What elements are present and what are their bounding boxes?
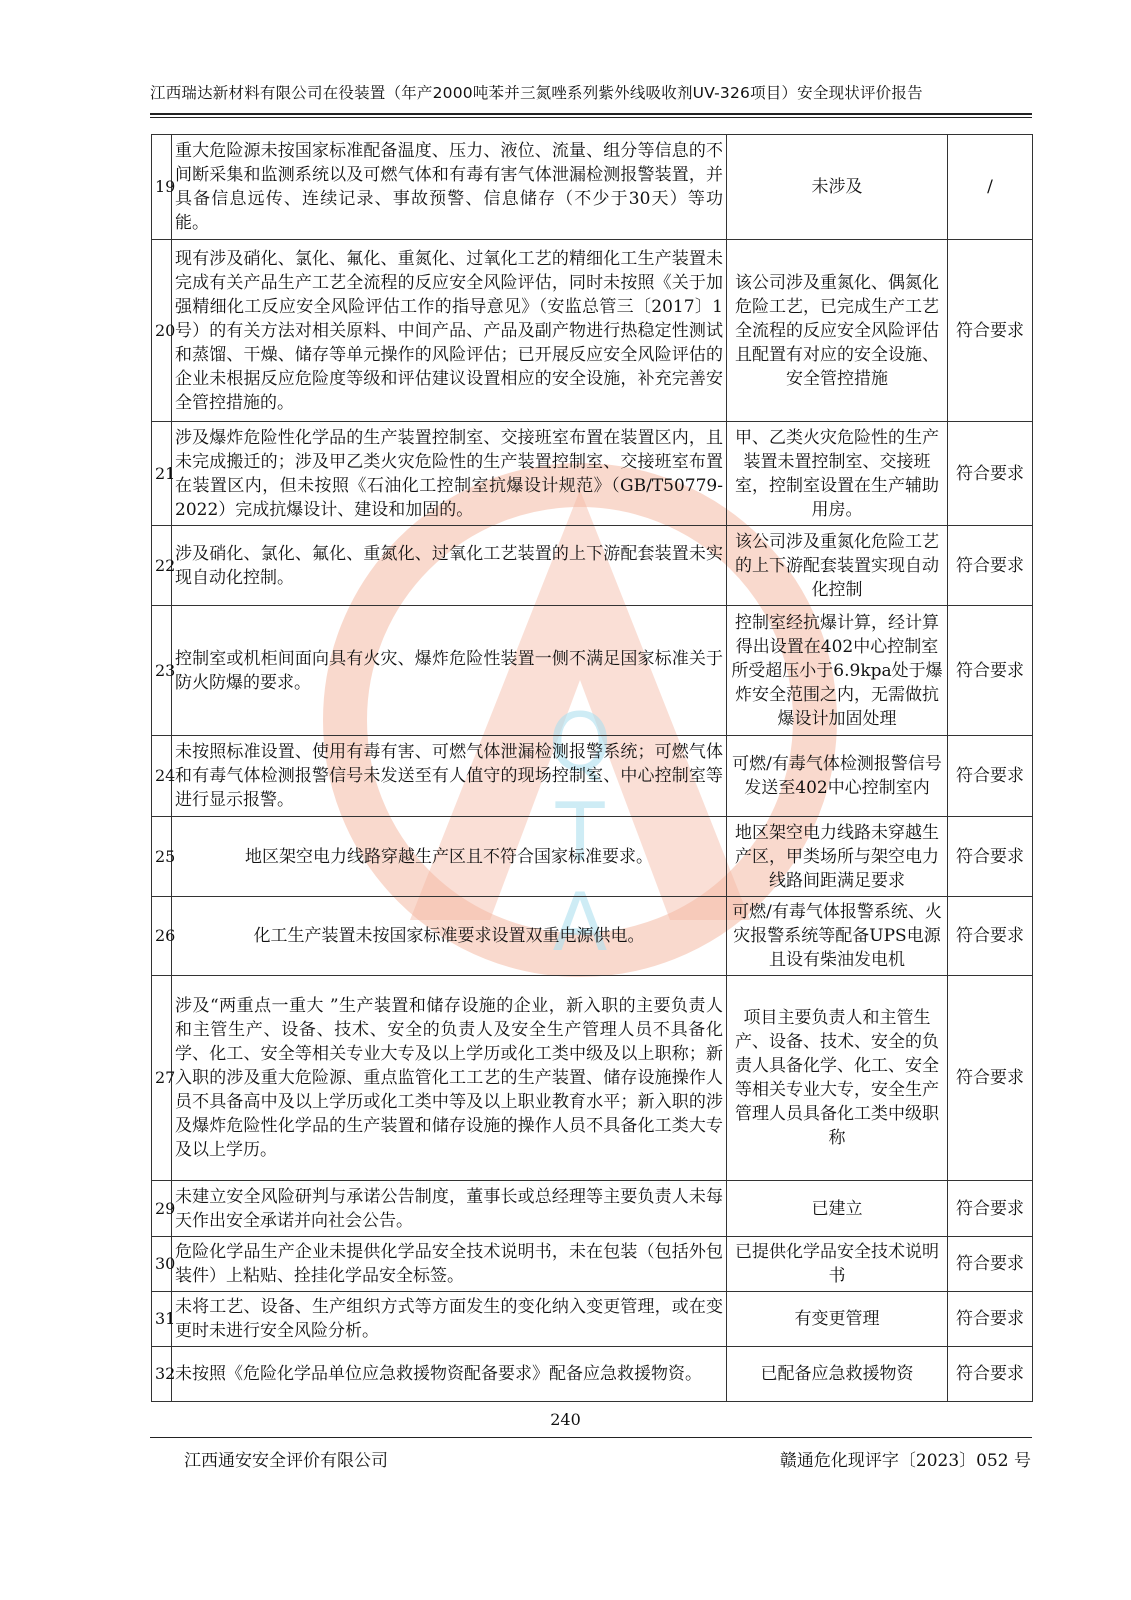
- table-row: [152, 1347, 1033, 1402]
- footer-divider: [150, 1437, 1032, 1438]
- row-number: 25: [152, 817, 172, 897]
- result-cell: 符合要求: [948, 240, 1033, 422]
- safety-check-table: [151, 134, 1033, 1402]
- requirement-cell: 未将工艺、设备、生产组织方式等方面发生的变化纳入变更管理，或在变更时未进行安全风险分析。: [172, 1292, 727, 1347]
- result-cell: 符合要求: [948, 1292, 1033, 1347]
- table-row: [152, 1292, 1033, 1347]
- row-number: 24: [152, 736, 172, 817]
- table-row: [152, 736, 1033, 817]
- table-row: [152, 897, 1033, 976]
- result-cell: 符合要求: [948, 1181, 1033, 1237]
- table-row: [152, 606, 1033, 736]
- table-row: [152, 976, 1033, 1181]
- table-row: [152, 817, 1033, 897]
- page-number: 240: [550, 1410, 581, 1429]
- situation-cell: 已建立: [727, 1181, 948, 1237]
- situation-cell: 已提供化学品安全技术说明书: [727, 1237, 948, 1292]
- row-number: 21: [152, 422, 172, 526]
- requirement-cell: 未按照《危险化学品单位应急救援物资配备要求》配备应急救援物资。: [172, 1347, 727, 1402]
- row-number: 30: [152, 1237, 172, 1292]
- row-number: 20: [152, 240, 172, 422]
- result-cell: 符合要求: [948, 897, 1033, 976]
- requirement-cell: 地区架空电力线路穿越生产区且不符合国家标准要求。: [172, 817, 727, 897]
- table-row: [152, 526, 1033, 606]
- table-row: [152, 422, 1033, 526]
- situation-cell: 可燃/有毒气体检测报警信号发送至402中心控制室内: [727, 736, 948, 817]
- table-row: [152, 1181, 1033, 1237]
- row-number: 31: [152, 1292, 172, 1347]
- watermark-letter-q: Q: [548, 696, 612, 789]
- row-number: 22: [152, 526, 172, 606]
- row-number: 19: [152, 135, 172, 240]
- requirement-cell: 涉及“两重点一重大 ”生产装置和储存设施的企业，新入职的主要负责人和主管生产、设备、技术、安全的负责人及安全生产管理人员不具备化学、化工、安全等相关专业大专及以上学历或化工类中级及以上职称；新入职的涉及重大危险源、重点监管化工工艺的生产装置、储存设施操作人员不具备高中及以上学历或化工类中等及以上职业教育水平；新入职的涉及爆炸危险性化学品的生产装置和储存设施的操作人员不具备化工类大专及以上学历。: [172, 976, 727, 1181]
- report-header-title: 江西瑞达新材料有限公司在役装置（年产2000吨苯并三氮唑系列紫外线吸收剂UV-326项目）安全现状评价报告: [150, 84, 923, 102]
- row-number: 27: [152, 976, 172, 1181]
- header-divider: [150, 113, 1032, 115]
- situation-cell: 该公司涉及重氮化危险工艺的上下游配套装置实现自动化控制: [727, 526, 948, 606]
- result-cell: 符合要求: [948, 526, 1033, 606]
- result-cell: /: [948, 135, 1033, 240]
- result-cell: 符合要求: [948, 976, 1033, 1181]
- table-row: [152, 135, 1033, 240]
- requirement-cell: 涉及爆炸危险性化学品的生产装置控制室、交接班室布置在装置区内，且未完成搬迁的；涉及甲乙类火灾危险性的生产装置控制室、交接班室布置在装置区内，但未按照《石油化工控制室抗爆设计规范》（GB/T50779-2022）完成抗爆设计、建设和加固的。: [172, 422, 727, 526]
- result-cell: 符合要求: [948, 606, 1033, 736]
- requirement-cell: 危险化学品生产企业未提供化学品安全技术说明书，未在包装（包括外包装件）上粘贴、拴挂化学品安全标签。: [172, 1237, 727, 1292]
- situation-cell: 控制室经抗爆计算，经计算得出设置在402中心控制室所受超压小于6.9kpa处于爆炸安全范围之内，无需做抗爆设计加固处理: [727, 606, 948, 736]
- requirement-cell: 未建立安全风险研判与承诺公告制度，董事长或总经理等主要负责人未每天作出安全承诺并向社会公告。: [172, 1181, 727, 1237]
- result-cell: 符合要求: [948, 422, 1033, 526]
- requirement-cell: 涉及硝化、氯化、氟化、重氮化、过氧化工艺装置的上下游配套装置未实现自动化控制。: [172, 526, 727, 606]
- situation-cell: 已配备应急救援物资: [727, 1347, 948, 1402]
- result-cell: 符合要求: [948, 817, 1033, 897]
- situation-cell: 项目主要负责人和主管生产、设备、技术、安全的负责人具备化学、化工、安全等相关专业大专，安全生产管理人员具备化工类中级职称: [727, 976, 948, 1181]
- requirement-cell: 化工生产装置未按国家标准要求设置双重电源供电。: [172, 897, 727, 976]
- requirement-cell: 现有涉及硝化、氯化、氟化、重氮化、过氧化工艺的精细化工生产装置未完成有关产品生产工艺全流程的反应安全风险评估，同时未按照《关于加强精细化工反应安全风险评估工作的指导意见》（安监总管三〔2017〕1号）的有关方法对相关原料、中间产品、产品及副产物进行热稳定性测试和蒸馏、干燥、储存等单元操作的风险评估；已开展反应安全风险评估的企业未根据反应危险度等级和评估建议设置相应的安全设施，补充完善安全管控措施的。: [172, 240, 727, 422]
- watermark-letter-a: A: [552, 876, 608, 969]
- watermark-letter-t: T: [555, 786, 605, 879]
- row-number: 23: [152, 606, 172, 736]
- requirement-cell: 控制室或机柜间面向具有火灾、爆炸危险性装置一侧不满足国家标准关于防火防爆的要求。: [172, 606, 727, 736]
- situation-cell: 该公司涉及重氮化、偶氮化危险工艺，已完成生产工艺全流程的反应安全风险评估且配置有对应的安全设施、安全管控措施: [727, 240, 948, 422]
- row-number: 32: [152, 1347, 172, 1402]
- situation-cell: 地区架空电力线路未穿越生产区，甲类场所与架空电力线路间距满足要求: [727, 817, 948, 897]
- footer-company-name: 江西通安安全评价有限公司: [184, 1451, 388, 1471]
- result-cell: 符合要求: [948, 1347, 1033, 1402]
- header-divider-thin: [150, 117, 1032, 118]
- requirement-cell: 未按照标准设置、使用有毒有害、可燃气体泄漏检测报警系统；可燃气体和有毒气体检测报警信号未发送至有人值守的现场控制室、中心控制室等进行显示报警。: [172, 736, 727, 817]
- row-number: 29: [152, 1181, 172, 1237]
- row-number: 26: [152, 897, 172, 976]
- situation-cell: 未涉及: [727, 135, 948, 240]
- result-cell: 符合要求: [948, 1237, 1033, 1292]
- requirement-cell: 重大危险源未按国家标准配备温度、压力、液位、流量、组分等信息的不间断采集和监测系统以及可燃气体和有毒有害气体泄漏检测报警装置，并具备信息远传、连续记录、事故预警、信息储存（不少于30天）等功能。: [172, 135, 727, 240]
- footer-report-number: 赣通危化现评字〔2023〕052 号: [779, 1451, 1031, 1471]
- situation-cell: 有变更管理: [727, 1292, 948, 1347]
- result-cell: 符合要求: [948, 736, 1033, 817]
- situation-cell: 可燃/有毒气体报警系统、火灾报警系统等配备UPS电源且设有柴油发电机: [727, 897, 948, 976]
- table-row: [152, 1237, 1033, 1292]
- situation-cell: 甲、乙类火灾危险性的生产装置未置控制室、交接班室，控制室设置在生产辅助用房。: [727, 422, 948, 526]
- table-row: [152, 240, 1033, 422]
